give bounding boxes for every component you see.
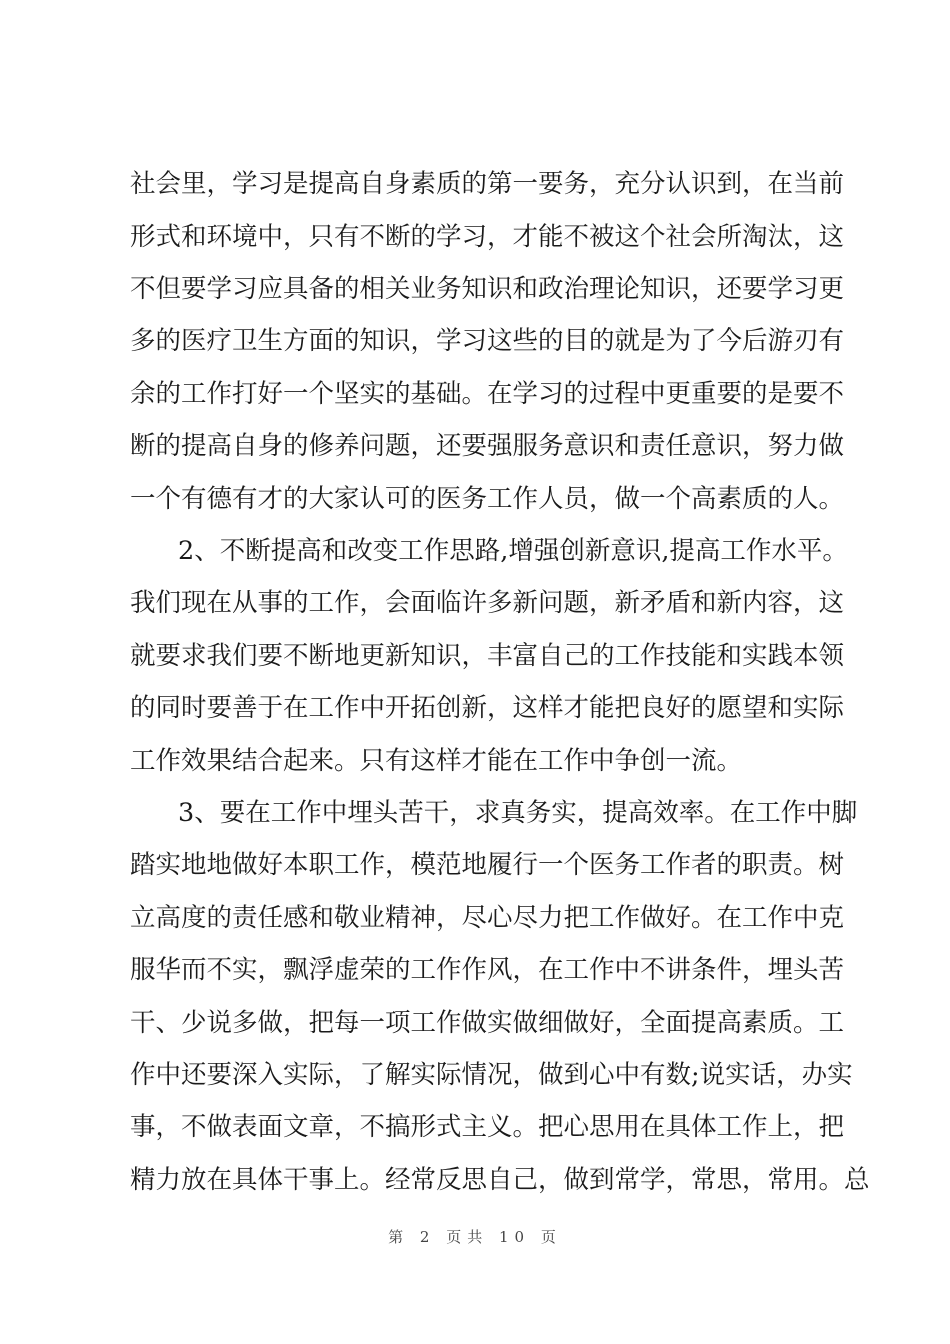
- text-line: 断的提高自身的修养问题，还要强服务意识和责任意识，努力做: [130, 431, 845, 461]
- text-line: 不但要学习应具备的相关业务知识和政治理论知识，还要学习更: [130, 274, 845, 304]
- text-line: 作中还要深入实际，了解实际情况，做到心中有数;说实话，办实: [130, 1060, 853, 1090]
- text-line: 余的工作打好一个坚实的基础。在学习的过程中更重要的是要不: [130, 379, 845, 409]
- text-line: 立高度的责任感和敬业精神，尽心尽力把工作做好。在工作中克: [130, 903, 845, 933]
- text-line: 踏实地地做好本职工作，模范地履行一个医务工作者的职责。树: [130, 850, 845, 880]
- text-line: 社会里，学习是提高自身素质的第一要务，充分认识到，在当前: [130, 169, 845, 199]
- text-line: 精力放在具体干事上。经常反思自己，做到常学，常思，常用。总: [130, 1165, 870, 1195]
- text-line: 多的医疗卫生方面的知识，学习这些的目的就是为了今后游刃有: [130, 326, 845, 356]
- text-line: 的同时要善于在工作中开拓创新，这样才能把良好的愿望和实际: [130, 693, 845, 723]
- page-number-footer: 第 2 页共 10 页: [388, 1228, 562, 1246]
- paragraph-heading: 3、要在工作中埋头苦干，求真务实，提高效率。在工作中脚: [178, 798, 858, 828]
- text-line: 一个有德有才的大家认可的医务工作人员，做一个高素质的人。: [130, 484, 845, 514]
- text-line: 工作效果结合起来。只有这样才能在工作中争创一流。: [130, 746, 743, 776]
- text-line: 事，不做表面文章，不搞形式主义。把心思用在具体工作上，把: [130, 1112, 845, 1142]
- paragraph-heading: 2、不断提高和改变工作思路,增强创新意识,提高工作水平。: [178, 536, 848, 566]
- text-line: 形式和环境中，只有不断的学习，才能不被这个社会所淘汰，这: [130, 222, 845, 252]
- text-line: 我们现在从事的工作，会面临许多新问题，新矛盾和新内容，这: [130, 588, 845, 618]
- text-line: 干、少说多做，把每一项工作做实做细做好，全面提高素质。工: [130, 1008, 845, 1038]
- text-line: 就要求我们要不断地更新知识，丰富自己的工作技能和实践本领: [130, 641, 845, 671]
- text-line: 服华而不实，飘浮虚荣的工作作风，在工作中不讲条件，埋头苦: [130, 955, 845, 985]
